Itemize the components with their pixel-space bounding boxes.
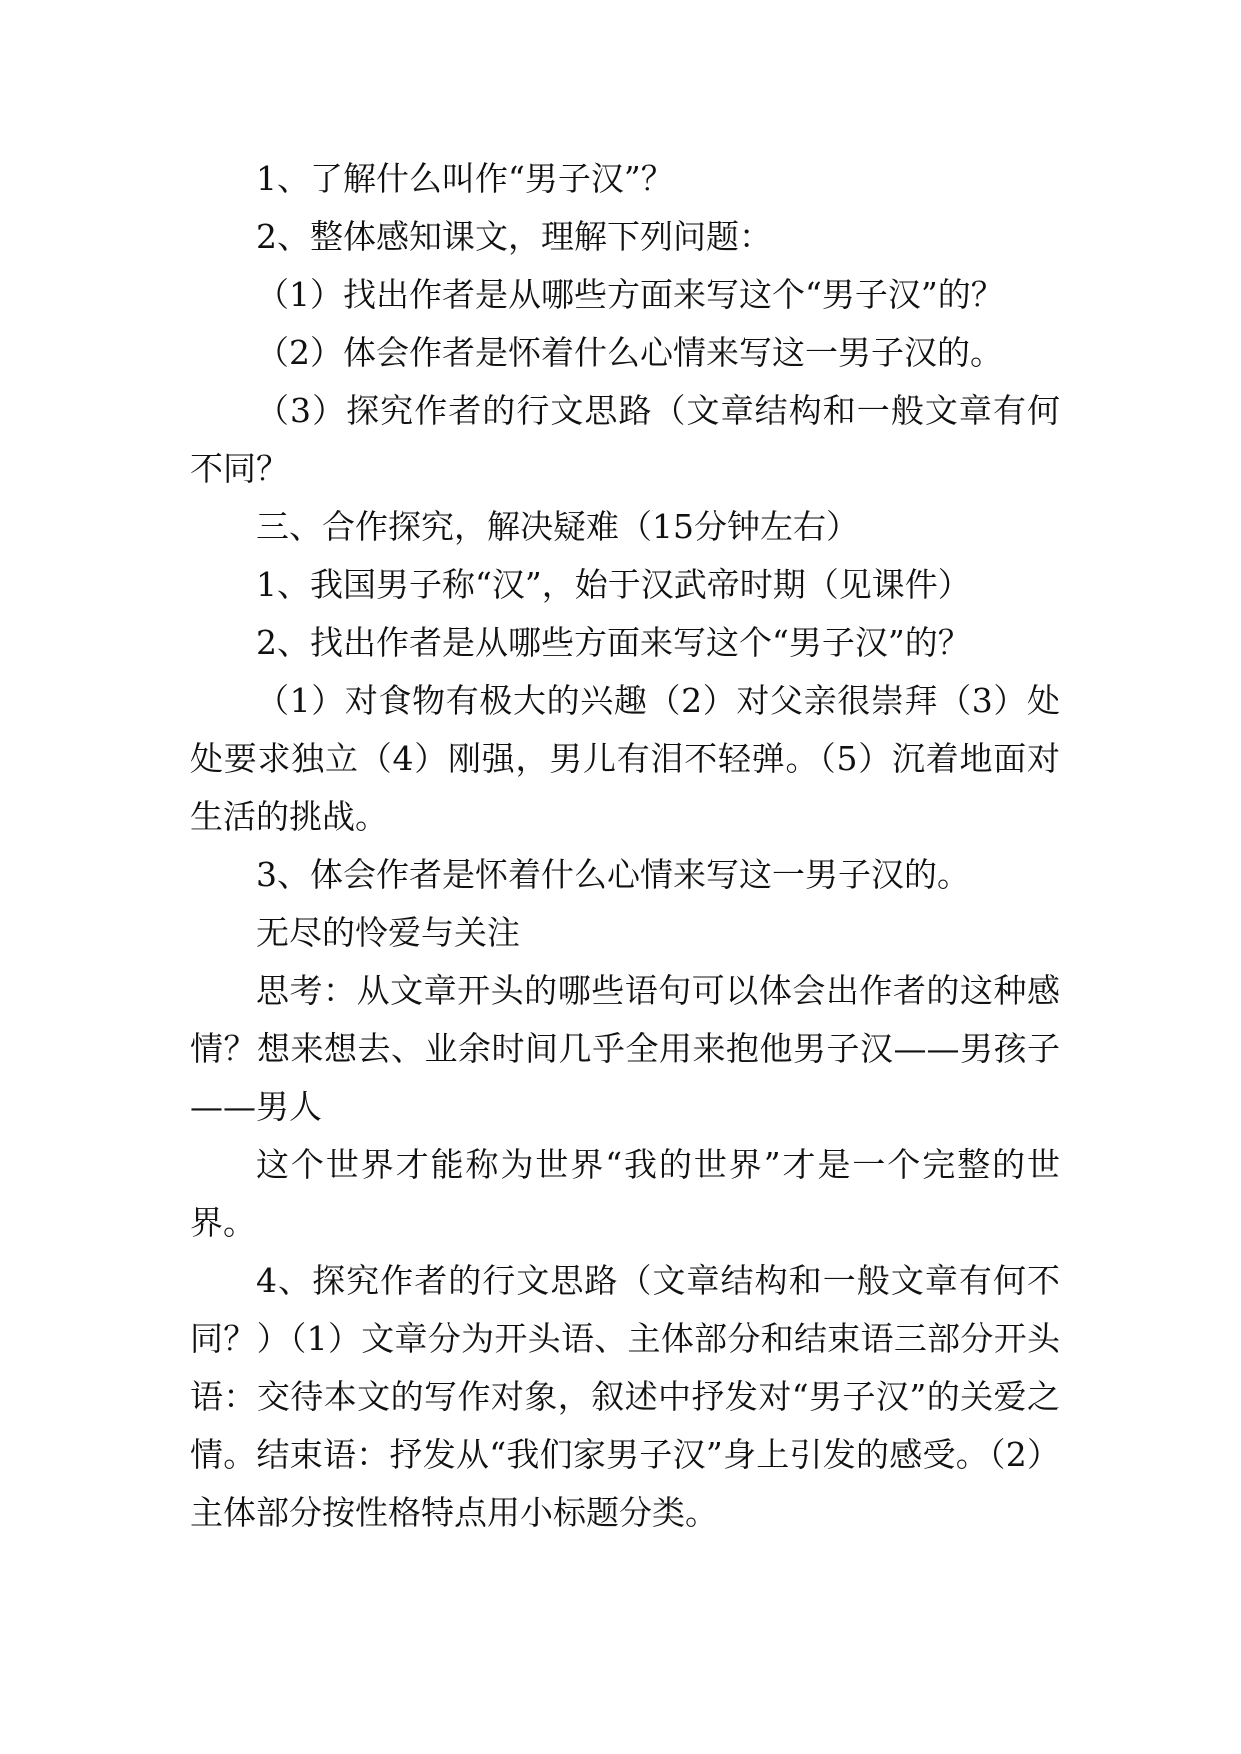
paragraph-8: 2、找出作者是从哪些方面来写这个“男子汉”的？ — [256, 623, 971, 662]
paragraph-14: 4、探究作者的行文思路（文章结构和一般文章有何不同？）（1）文章分为开头语、主体部分和结束语三部分开头语：交待本文的写作对象，叙述中抒发对“男子汉”的关爱之情。结束语：抒发从“我们家男子汉”身上引发的感受。（2）主体部分按性格特点用小标题分类。 — [190, 1261, 1060, 1532]
paragraph-7: 1、我国男子称“汉”，始于汉武帝时期（见课件） — [256, 565, 971, 604]
paragraph-12: 思考：从文章开头的哪些语句可以体会出作者的这种感情？想来想去、业余时间几乎全用来抱他男子汉——男孩子——男人 — [190, 971, 1060, 1126]
paragraph-3: （1）找出作者是从哪些方面来写这个“男子汉”的？ — [256, 275, 1004, 314]
paragraph-11: 无尽的怜爱与关注 — [256, 913, 520, 952]
paragraph-10: 3、体会作者是怀着什么心情来写这一男子汉的。 — [256, 855, 970, 894]
document-page — [190, 150, 1060, 1542]
paragraph-4: （2）体会作者是怀着什么心情来写这一男子汉的。 — [256, 333, 1003, 372]
paragraph-5: （3）探究作者的行文思路（文章结构和一般文章有何不同？ — [190, 391, 1060, 488]
paragraph-1: 1、了解什么叫作“男子汉”？ — [256, 159, 674, 198]
section-heading-3: 三、合作探究，解决疑难（15分钟左右） — [256, 507, 859, 546]
paragraph-13: 这个世界才能称为世界“我的世界”才是一个完整的世界。 — [190, 1145, 1060, 1242]
paragraph-9: （1）对食物有极大的兴趣（2）对父亲很崇拜（3）处处要求独立（4）刚强，男儿有泪不轻弹。（5）沉着地面对生活的挑战。 — [190, 681, 1060, 836]
paragraph-2: 2、整体感知课文，理解下列问题： — [256, 217, 772, 256]
